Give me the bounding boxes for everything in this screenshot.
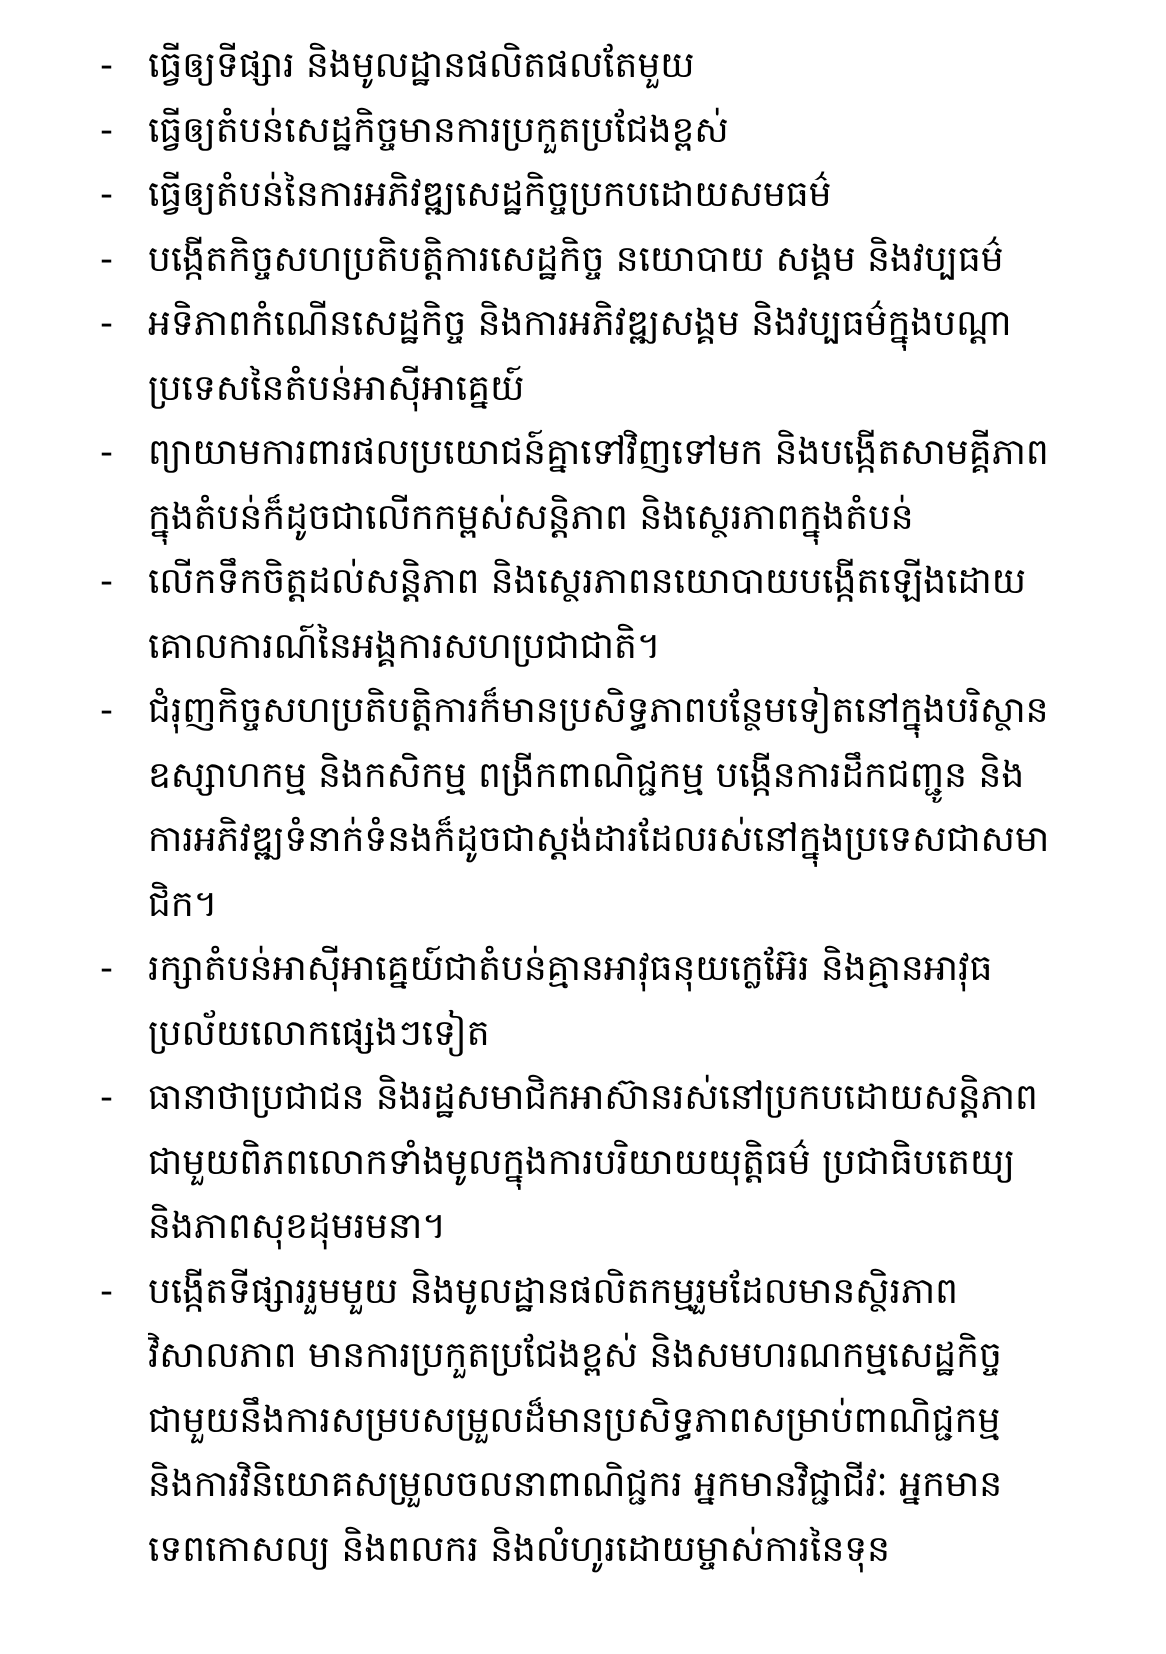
list-item-text: [148, 228, 1108, 293]
text-line: ឧស្សាហកម្ម និងកសិកម្ម ពង្រីកពាណិជ្ជកម្ម បង្កើនការដឹកជញ្ជូន និង: [148, 754, 1025, 796]
text-line: រក្សាតំបន់អាស៊ីអាគ្នេយ៍ជាតំបន់គ្មានអាវុធនុយក្លេអ៊ែរ និងគ្មានអាវុធ: [148, 948, 993, 989]
list-item: [0, 679, 1166, 937]
bullet-dash: -: [100, 1270, 113, 1312]
bullet-dash: -: [100, 561, 113, 602]
list-item: [0, 550, 1166, 679]
text-line: ធ្វើឲ្យតំបន់នៃការអភិវឌ្ឍសេដ្ឋកិច្ចប្រកបដោយសមធម៌: [148, 174, 832, 215]
text-line: ជាមួយនឹងការសម្របសម្រួលដ៏មានប្រសិទ្ធភាពសម្រាប់ពាណិជ្ជកម្ម: [148, 1399, 1001, 1441]
text-line: វិសាលភាព មានការប្រកួតប្រជែងខ្ពស់ និងសមហរណកម្មសេដ្ឋកិច្ច: [148, 1335, 1002, 1376]
bullet-dash: -: [100, 948, 113, 989]
list-item-text: [148, 99, 1108, 164]
text-line: ជាមួយពិភពលោកទាំងមូលក្នុងការបរិយាយយុត្តិធម៌ ប្រជាធិបតេយ្យ: [148, 1141, 1015, 1183]
text-line: ប្រល័យលោកផ្សេងៗទៀត: [148, 1012, 490, 1054]
text-line: ធ្វើឲ្យទីផ្សារ និងមូលដ្ឋានផលិតផលតែមួយ: [148, 45, 695, 86]
list-item: [0, 34, 1166, 99]
text-line: លើកទឹកចិត្តដល់សន្តិភាព និងស្ថេរភាពនយោបាយបង្កើតឡើងដោយ: [148, 561, 1027, 602]
list-item: [0, 421, 1166, 550]
list-item-text: [148, 163, 1108, 228]
text-line: ជិក។: [148, 883, 218, 925]
bullet-dash: -: [100, 432, 113, 473]
bullet-dash: -: [100, 45, 113, 86]
list-item: [0, 1066, 1166, 1260]
list-item: [0, 1260, 1166, 1583]
text-line: គោលការណ៍នៃអង្គការសហប្រជាជាតិ។: [148, 625, 661, 667]
list-item: [0, 292, 1166, 421]
list-item: [0, 99, 1166, 164]
list-item-text: [148, 1066, 1108, 1260]
bullet-dash: -: [100, 303, 113, 344]
list-item: [0, 228, 1166, 293]
text-line: បង្កើតទីផ្សាររួមមួយ និងមូលដ្ឋានផលិតកម្មរួមដែលមានស្ថិរភាព: [148, 1270, 959, 1312]
text-line: និងភាពសុខដុមរមនា។: [148, 1206, 446, 1247]
bullet-list: [0, 34, 1166, 1582]
text-line: ប្រទេសនៃតំបន់អាស៊ីអាគ្នេយ៍: [148, 367, 525, 409]
list-item-text: [148, 550, 1108, 679]
list-item-text: [148, 1260, 1108, 1583]
bullet-dash: -: [100, 690, 113, 731]
bullet-dash: -: [100, 238, 113, 280]
list-item: [0, 937, 1166, 1066]
list-item-text: [148, 679, 1108, 937]
text-line: ព្យាយាមការពារផលប្រយោជន៍គ្នាទៅវិញទៅមក និងបង្កើតសាមគ្គីភាព: [148, 432, 1049, 473]
text-line: ទេពកោសល្យ និងពលករ និងលំហូរដោយម្ចាស់ការនៃទុន: [148, 1528, 891, 1570]
list-item-text: [148, 292, 1108, 421]
text-line: ធានាថាប្រជាជន និងរដ្ឋសមាជិកអាស៊ានរស់នៅប្រកបដោយសន្តិភាព: [148, 1077, 1038, 1118]
text-line: ការអភិវឌ្ឍទំនាក់ទំនងក៏ដូចជាស្តង់ដារដែលរស់នៅក្នុងប្រទេសជាសមា: [148, 819, 1050, 860]
list-item-text: [148, 937, 1108, 1066]
text-line: ជំរុញកិច្ចសហប្រតិបត្តិការក៏មានប្រសិទ្ធភាពបន្ថែមទៀតនៅក្នុងបរិស្ថាន: [148, 690, 1049, 731]
bullet-dash: -: [100, 1077, 113, 1118]
text-line: បង្កើតកិច្ចសហប្រតិបត្តិការសេដ្ឋកិច្ច នយោបាយ សង្គម និងវប្បធម៌: [148, 238, 1004, 280]
text-line: ក្នុងតំបន់ក៏ដូចជាលើកកម្ពស់សន្តិភាព និងស្ថេរភាពក្នុងតំបន់: [148, 496, 914, 538]
text-line: ធ្វើឲ្យតំបន់សេដ្ឋកិច្ចមានការប្រកួតប្រជែងខ្ពស់: [148, 109, 729, 151]
list-item: [0, 163, 1166, 228]
list-item-text: [148, 421, 1108, 550]
bullet-dash: -: [100, 174, 113, 215]
list-item-text: [148, 34, 1108, 99]
text-line: អទិភាពកំណើនសេដ្ឋកិច្ច និងការអភិវឌ្ឍសង្គម និងវប្បធម៌ក្នុងបណ្តា: [148, 303, 1012, 344]
bullet-dash: -: [100, 109, 113, 151]
text-line: និងការវិនិយោគសម្រួលចលនាពាណិជ្ជករ អ្នកមានវិជ្ជាជីវៈ អ្នកមាន: [148, 1464, 1003, 1505]
